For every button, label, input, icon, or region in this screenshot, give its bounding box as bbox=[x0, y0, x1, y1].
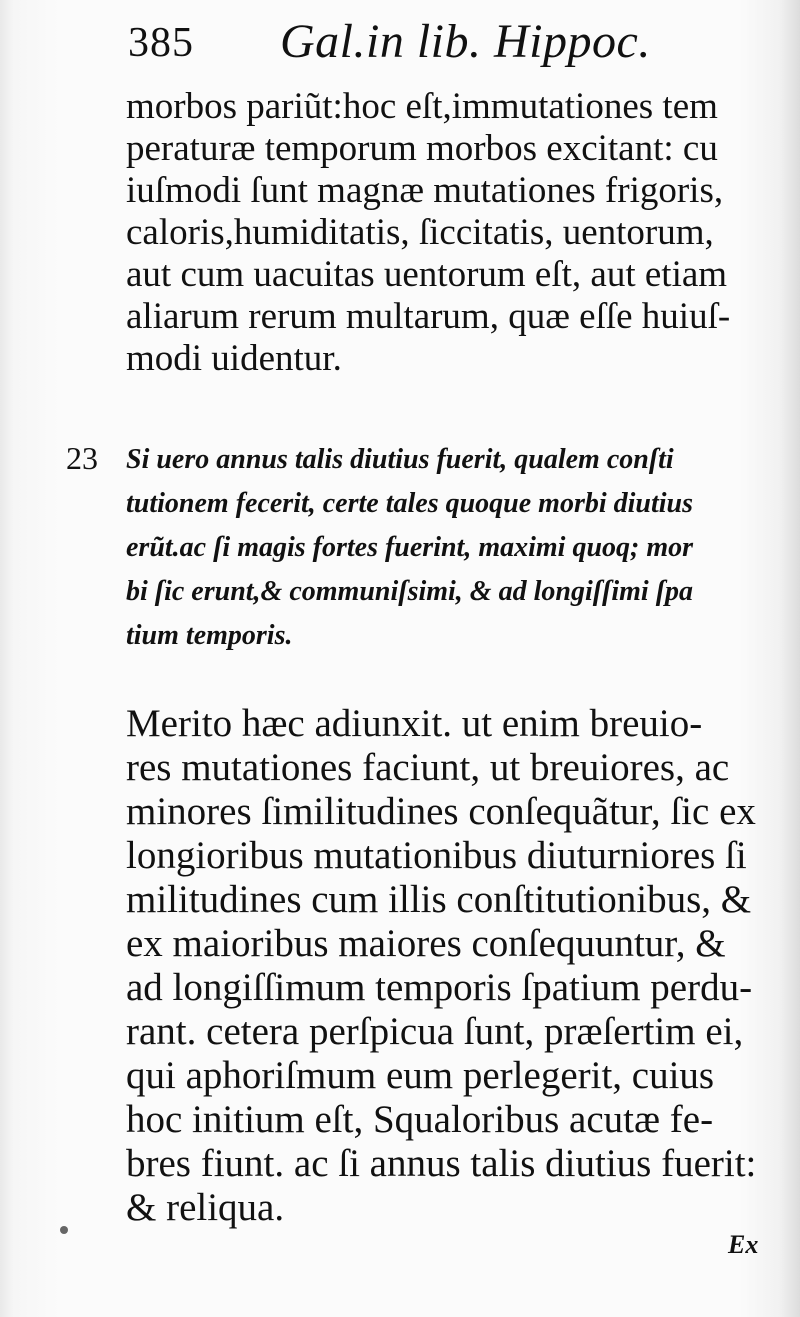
commentary-line: longioribus mutationibus diuturniores ſi bbox=[126, 834, 747, 877]
commentary-line: rant. cetera perſpicua ſunt, præſertim ei, bbox=[126, 1010, 744, 1053]
text-line: iuſmodi ſunt magnæ mutationes frigoris, bbox=[126, 170, 724, 211]
aphorism-line: tium temporis. bbox=[126, 620, 293, 651]
commentary-line: Merito hæc adiunxit. ut enim breuio- bbox=[126, 702, 703, 745]
commentary-line: ad longiſſimum temporis ſpatium perdu- bbox=[126, 966, 753, 1009]
catchword: Ex bbox=[728, 1230, 759, 1259]
page-header bbox=[120, 15, 780, 76]
margin-number: 23 bbox=[66, 440, 98, 476]
commentary-line: res mutationes faciunt, ut breuiores, ac bbox=[126, 746, 730, 789]
page-number: 385 bbox=[128, 20, 194, 66]
text-line: aliarum rerum multarum, quæ eſſe huiuſ- bbox=[126, 296, 731, 337]
commentary-line: bres fiunt. ac ſi annus talis diutius fuerit: bbox=[126, 1142, 757, 1185]
aphorism-line: bi ſic erunt,& communiſsimi, & ad longiſſimi ſpa bbox=[126, 576, 694, 607]
aphorism-line: Si uero annus talis diutius fuerit, qualem conſti bbox=[126, 444, 674, 475]
commentary-line: minores ſimilitudines conſequãtur, ſic ex bbox=[126, 790, 756, 833]
text-line: morbos pariũt:hoc eſt,immutationes tem bbox=[126, 86, 718, 127]
text-line: caloris,humiditatis, ſiccitatis, uentorum, bbox=[126, 212, 714, 253]
text-line: modi uidentur. bbox=[126, 338, 342, 379]
commentary-line: militudines cum illis conſtitutionibus, & bbox=[126, 878, 752, 921]
commentary-line: qui aphoriſmum eum perlegerit, cuius bbox=[126, 1054, 715, 1097]
aphorism-line: erũt.ac ſi magis fortes fuerint, maximi quoq; mor bbox=[126, 532, 694, 563]
text-line: aut cum uacuitas uentorum eſt, aut etiam bbox=[126, 254, 728, 295]
running-head: Gal.in lib. Hippoc. bbox=[280, 15, 651, 68]
commentary-line: hoc initium eſt, Squaloribus acutæ fe- bbox=[126, 1098, 714, 1141]
text-line: peraturæ temporum morbos excitant: cu bbox=[126, 128, 718, 169]
commentary-line: ex maioribus maiores conſequuntur, & bbox=[126, 922, 726, 965]
commentary-line: & reliqua. bbox=[126, 1186, 285, 1229]
aphorism-line: tutionem fecerit, certe tales quoque morbi diutius bbox=[126, 488, 693, 519]
ink-speck bbox=[60, 1226, 68, 1234]
